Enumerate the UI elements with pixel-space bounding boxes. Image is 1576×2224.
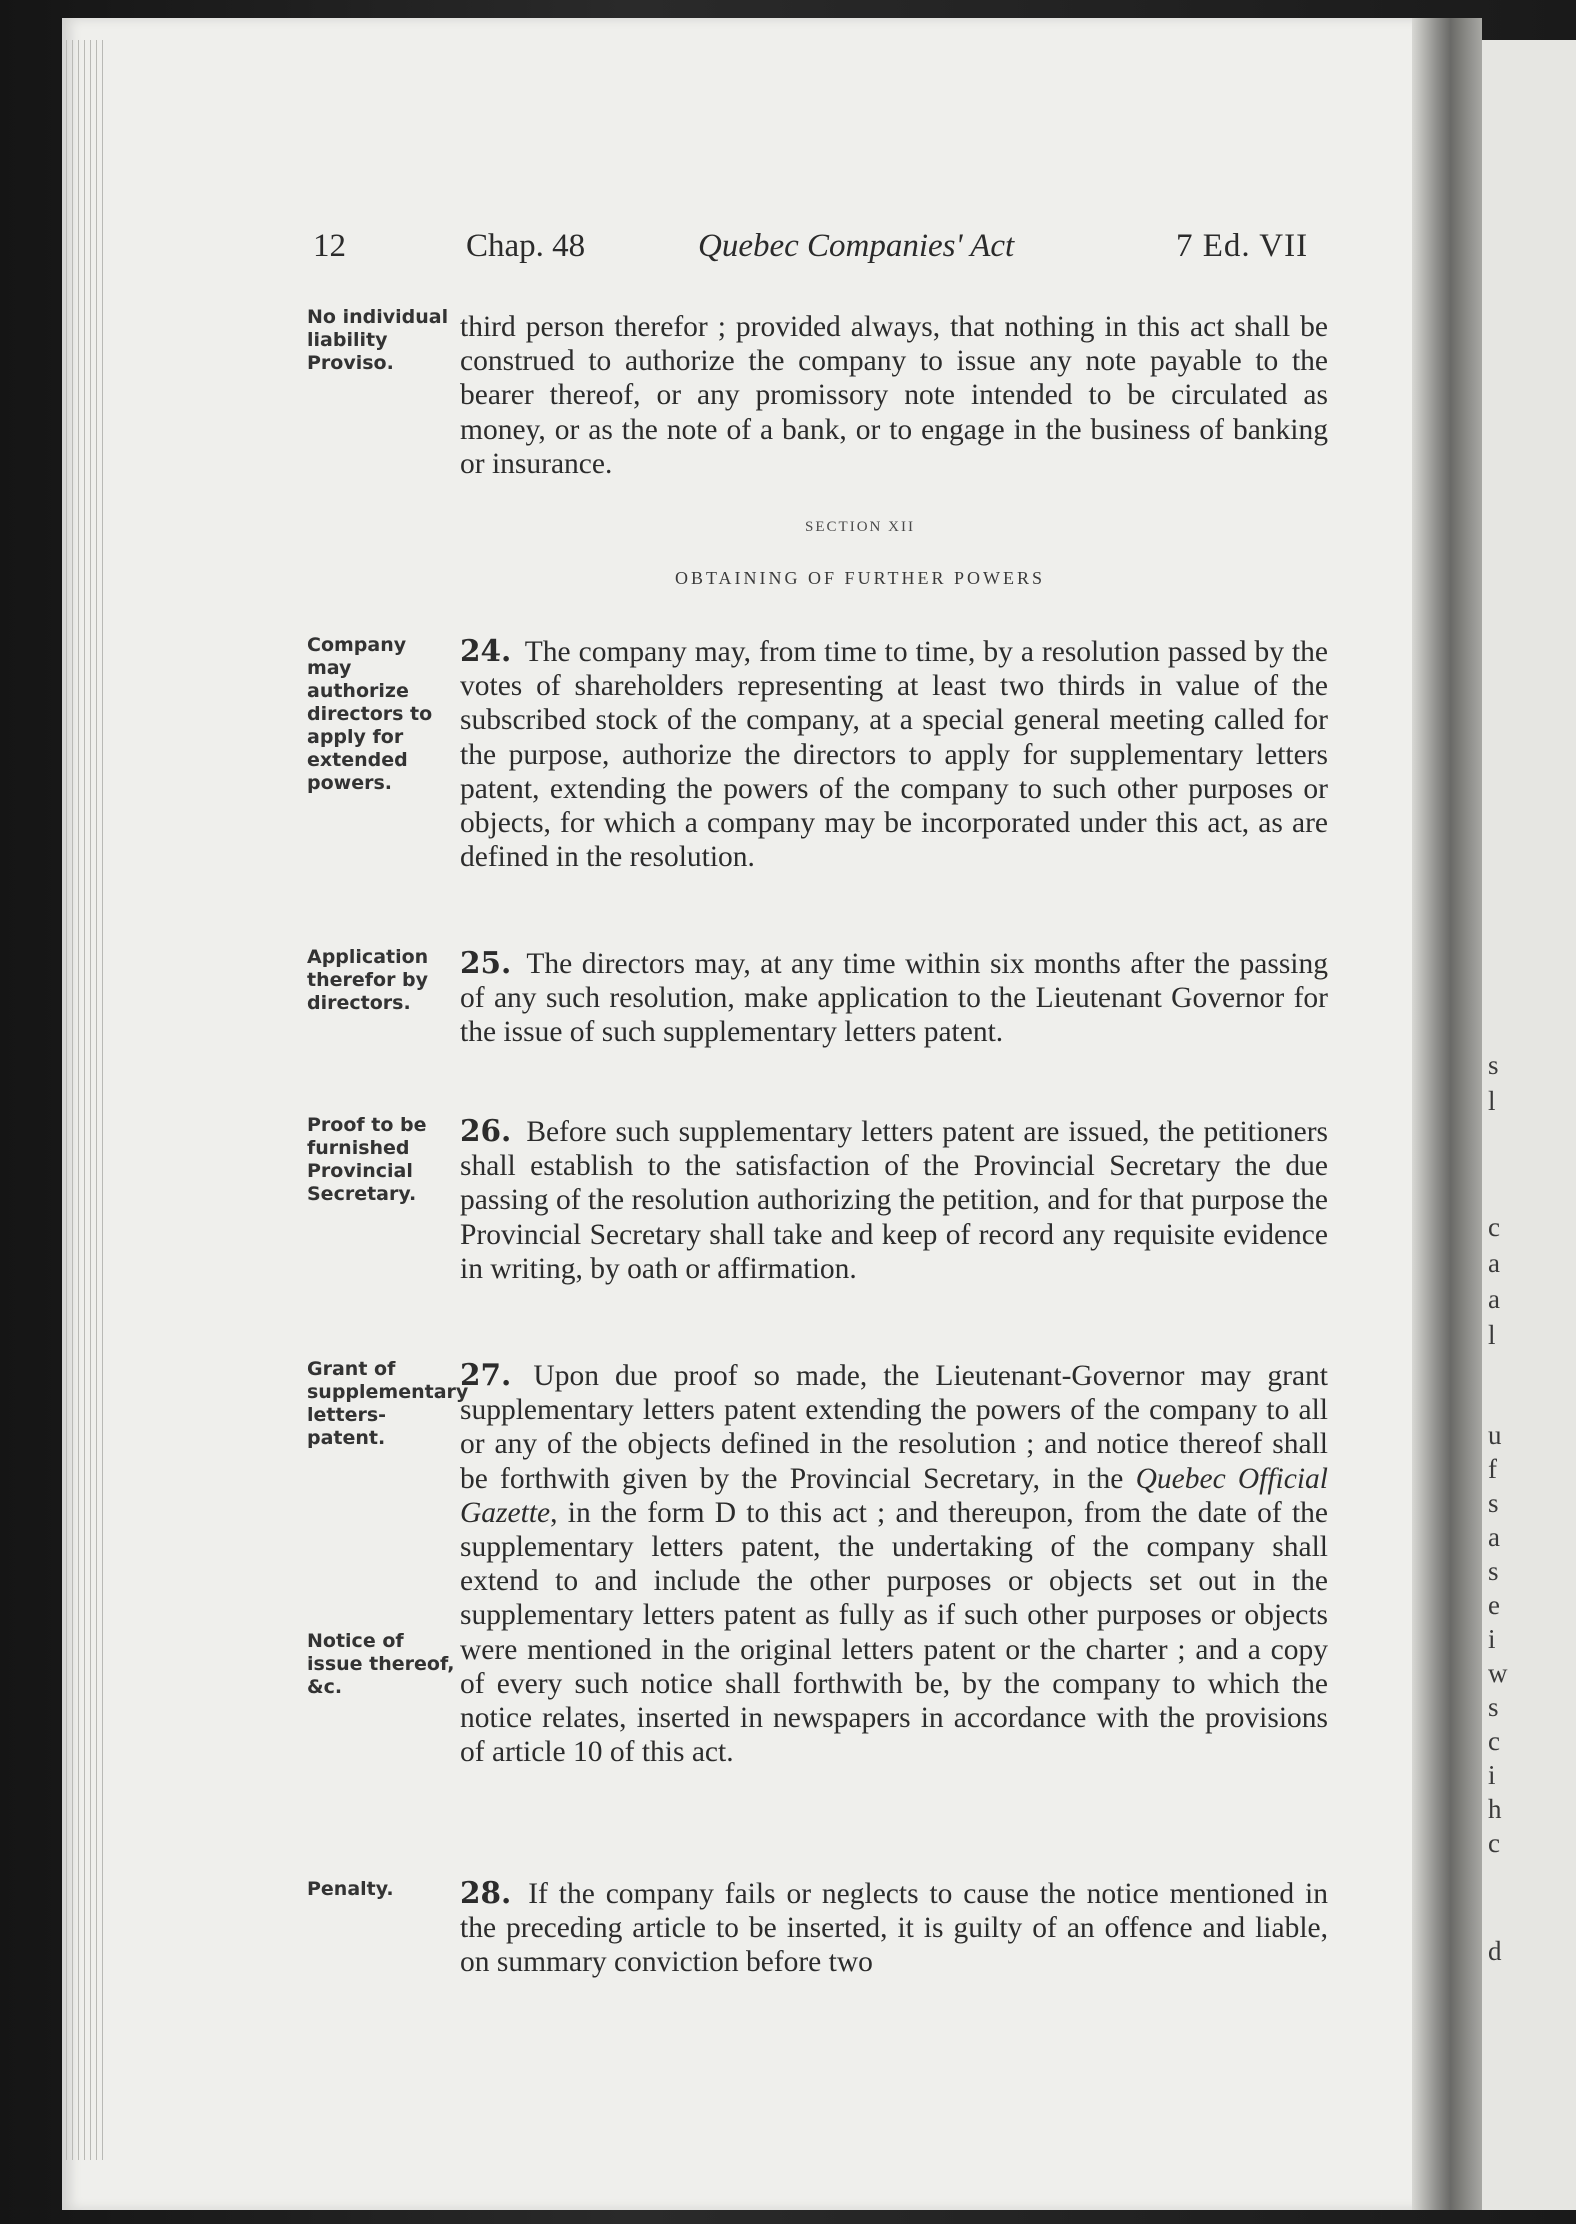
- margin-note-24: Company may authorize directors to apply for extended powers.: [307, 634, 433, 794]
- adjacent-fragment: h: [1488, 1794, 1502, 1824]
- article-number: 26.: [460, 1113, 512, 1148]
- article-25: [460, 946, 1328, 1050]
- adjacent-fragment: f: [1488, 1454, 1497, 1484]
- section-title: [0, 568, 1576, 589]
- adjacent-fragment: s: [1488, 1692, 1499, 1722]
- article-27: [460, 1358, 1328, 1769]
- running-title: Quebec Companies' Act: [698, 228, 1015, 264]
- article-text: The directors may, at any time within six months after the passing of any such resolution, make application to the Lieutenant Governor for the issue of such supplementary letters patent.: [460, 948, 1328, 1049]
- article-text: If the company fails or neglects to cause the notice mentioned in the preceding article to be inserted, it is guilty of an offence and liable, on summary conviction before two: [460, 1878, 1328, 1979]
- article-text: , in the form D to this act ; and thereupon, from the date of the supplementary letters patent, the undertaking of the company shall extend to and include the other purposes or objects set out in the supplementary letters patent as fully as if such other purposes or objects were mentioned in the original letters patent or the charter ; and a copy of every such notice shall forthwith be, by the company to which the notice relates, inserted in newspapers in accordance with the provisions of article 10 of this act.: [460, 1496, 1328, 1769]
- margin-note-28: Penalty.: [307, 1878, 394, 1900]
- adjacent-page: [1482, 40, 1576, 2210]
- chapter-label: Chap. 48: [466, 228, 586, 264]
- section-title-text: OBTAINING OF FURTHER POWERS: [675, 568, 1045, 588]
- page-number: 12: [313, 228, 346, 264]
- adjacent-fragment: e: [1488, 1590, 1500, 1620]
- gazette-title: Quebec Official Gazette: [460, 1462, 1328, 1529]
- margin-note-25: Application therefor by directors.: [307, 946, 429, 1014]
- article-number: 25.: [460, 945, 512, 980]
- adjacent-fragment: l: [1488, 1086, 1496, 1116]
- article-number: 27.: [460, 1357, 512, 1392]
- adjacent-fragment: i: [1488, 1760, 1496, 1790]
- adjacent-fragment: w: [1488, 1658, 1508, 1688]
- article-text: Before such supplementary letters patent are issued, the petitioners shall establish to the satisfaction of the Provincial Secretary the due passing of the resolution authorizing the petition, and for that purpose the Provincial Secretary shall take and keep of record any requisite evidence in writing, by oath or affirmation.: [460, 1116, 1328, 1285]
- section-label: [0, 519, 1576, 536]
- adjacent-fragment: a: [1488, 1248, 1500, 1278]
- adjacent-fragment: s: [1488, 1556, 1499, 1586]
- adjacent-fragment: c: [1488, 1828, 1500, 1858]
- adjacent-fragment: i: [1488, 1624, 1496, 1654]
- adjacent-fragment: c: [1488, 1212, 1500, 1242]
- adjacent-fragment: s: [1488, 1050, 1499, 1080]
- book-gutter: [1412, 18, 1482, 2210]
- adjacent-fragment: l: [1488, 1320, 1496, 1350]
- adjacent-fragment: a: [1488, 1284, 1500, 1314]
- article-number: 24.: [460, 633, 512, 668]
- margin-note-liability: No individual liability Proviso.: [307, 306, 449, 374]
- article-number: 28.: [460, 1875, 512, 1910]
- edition-label: 7 Ed. VII: [1176, 228, 1309, 264]
- intro-paragraph: third person therefor ; provided always, that nothing in this act shall be construed to authorize the company to issue any note payable to the bearer thereof, or any promissory note intended to be circulated as money, or as the note of a bank, or to engage in the business of banking or insurance.: [460, 311, 1328, 480]
- article-26: [460, 1114, 1328, 1286]
- section-label-text: SECTION XII: [805, 519, 915, 535]
- adjacent-fragment: u: [1488, 1420, 1502, 1450]
- adjacent-fragment: c: [1488, 1726, 1500, 1756]
- margin-note-27: Grant of supplementary letters-patent.: [307, 1358, 469, 1449]
- margin-note-26: Proof to be furnished Provincial Secretary.: [307, 1114, 427, 1205]
- page-edge-lines: [66, 40, 136, 2160]
- adjacent-fragment: d: [1488, 1936, 1502, 1966]
- margin-note-27-notice: Notice of issue thereof, &c.: [307, 1630, 455, 1698]
- adjacent-fragment: a: [1488, 1522, 1500, 1552]
- adjacent-fragment: s: [1488, 1488, 1499, 1518]
- article-28: [460, 1876, 1328, 1980]
- article-text: Upon due proof so made, the Lieutenant-Governor may grant supplementary letters patent extending the powers of the company to all or any of the objects defined in the resolution ; and notice thereof shall be forthwith given by the Provincial Secretary, in the: [460, 1360, 1328, 1495]
- article-text: The company may, from time to time, by a resolution passed by the votes of shareholders representing at least two thirds in value of the subscribed stock of the company, at a special general meeting called for the purpose, authorize the directors to apply for supplementary letters patent, extending the powers of the company to such other purposes or objects, for which a company may be incorporated under this act, as are defined in the resolution.: [460, 636, 1329, 874]
- article-24: [460, 634, 1328, 874]
